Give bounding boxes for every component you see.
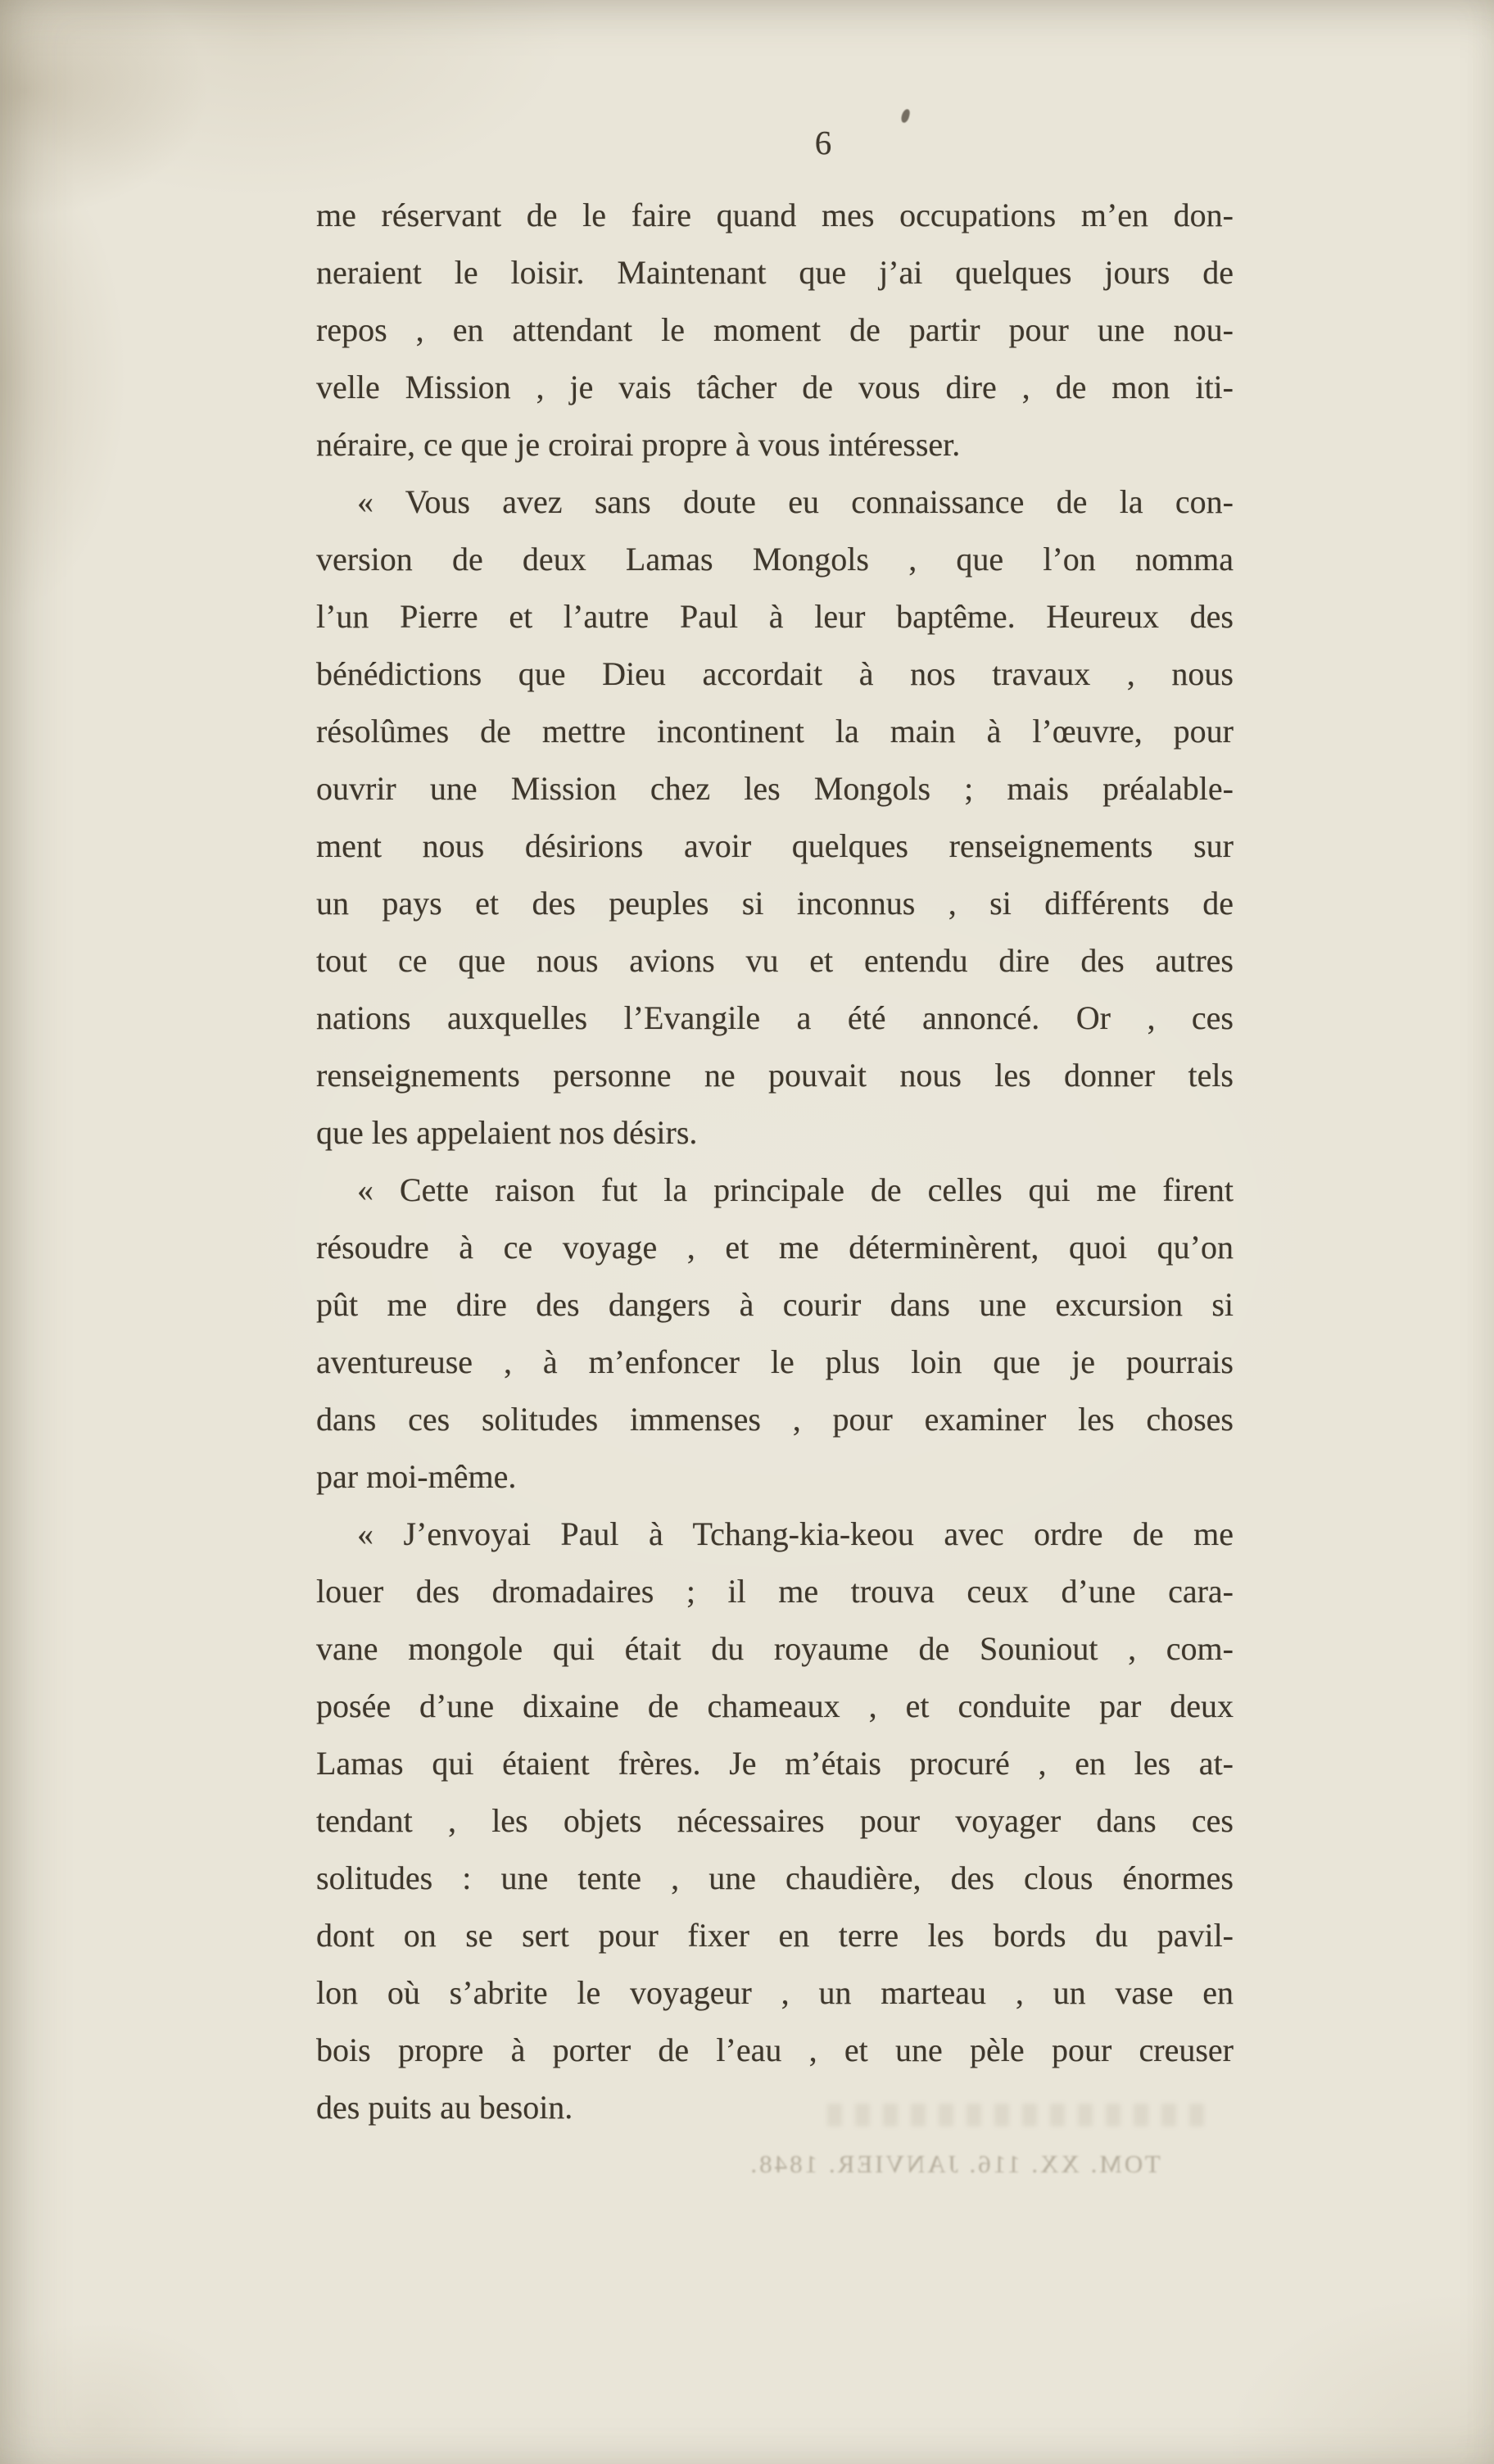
text-line: renseignements personne ne pouvait nous les donner tels (316, 1057, 1234, 1094)
text-line: version de deux Lamas Mongols , que l’on nomma (316, 541, 1234, 578)
verso-showthrough-text: TOM. XX. 116. JANVIER. 1848. (748, 2149, 1161, 2178)
text-line: lon où s’abrite le voyageur , un marteau , un vase en (316, 1974, 1234, 2011)
page-number: 6 (814, 124, 832, 161)
text-line: que les appelaient nos désirs. (316, 1114, 698, 1151)
text-line: dans ces solitudes immenses , pour examiner les choses (316, 1401, 1234, 1438)
text-line: pût me dire des dangers à courir dans une excursion si (316, 1286, 1234, 1323)
text-line: dont on se sert pour fixer en terre les bords du pavil- (316, 1917, 1234, 1954)
text-line: l’un Pierre et l’autre Paul à leur baptême. Heureux des (316, 598, 1234, 635)
text-line: résoudre à ce voyage , et me déterminèrent, quoi qu’on (316, 1229, 1234, 1266)
text-line: neraient le loisir. Maintenant que j’ai quelques jours de (316, 254, 1234, 291)
text-line: bénédictions que Dieu accordait à nos travaux , nous (316, 655, 1234, 692)
text-line: tendant , les objets nécessaires pour voyager dans ces (316, 1802, 1234, 1839)
text-line: aventureuse , à m’enfoncer le plus loin que je pourrais (316, 1343, 1234, 1380)
text-line: Lamas qui étaient frères. Je m’étais procuré , en les at- (316, 1745, 1234, 1782)
text-line: ouvrir une Mission chez les Mongols ; mais préalable- (316, 770, 1234, 807)
body-text (316, 187, 1234, 2136)
text-line: des puits au besoin. (316, 2089, 573, 2126)
ink-speck (900, 108, 911, 124)
text-line: me réservant de le faire quand mes occupations m’en don- (316, 197, 1234, 233)
text-line: solitudes : une tente , une chaudière, des clous énormes (316, 1859, 1234, 1896)
text-line: vane mongole qui était du royaume de Souniout , com- (316, 1630, 1234, 1667)
text-line: velle Mission , je vais tâcher de vous dire , de mon iti- (316, 369, 1234, 405)
text-line: « J’envoyai Paul à Tchang-kia-keou avec ordre de me (357, 1515, 1234, 1552)
text-line: nations auxquelles l’Evangile a été annoncé. Or , ces (316, 999, 1234, 1036)
text-line: un pays et des peuples si inconnus , si différents de (316, 885, 1234, 922)
text-line: louer des dromadaires ; il me trouva ceux d’une cara- (316, 1573, 1234, 1610)
text-line: tout ce que nous avions vu et entendu dire des autres (316, 942, 1234, 979)
text-line: posée d’une dixaine de chameaux , et conduite par deux (316, 1687, 1234, 1724)
text-line: par moi-même. (316, 1458, 517, 1495)
text-line: « Vous avez sans doute eu connaissance de la con- (357, 483, 1234, 520)
text-line: « Cette raison fut la principale de celles qui me firent (357, 1171, 1234, 1208)
text-line: résolûmes de mettre incontinent la main à l’œuvre, pour (316, 713, 1234, 750)
text-line: bois propre à porter de l’eau , et une pèle pour creuser (316, 2031, 1234, 2068)
text-line: néraire, ce que je croirai propre à vous intéresser. (316, 426, 961, 463)
text-line: repos , en attendant le moment de partir pour une nou- (316, 311, 1234, 348)
text-line: ment nous désirions avoir quelques renseignements sur (316, 827, 1234, 864)
